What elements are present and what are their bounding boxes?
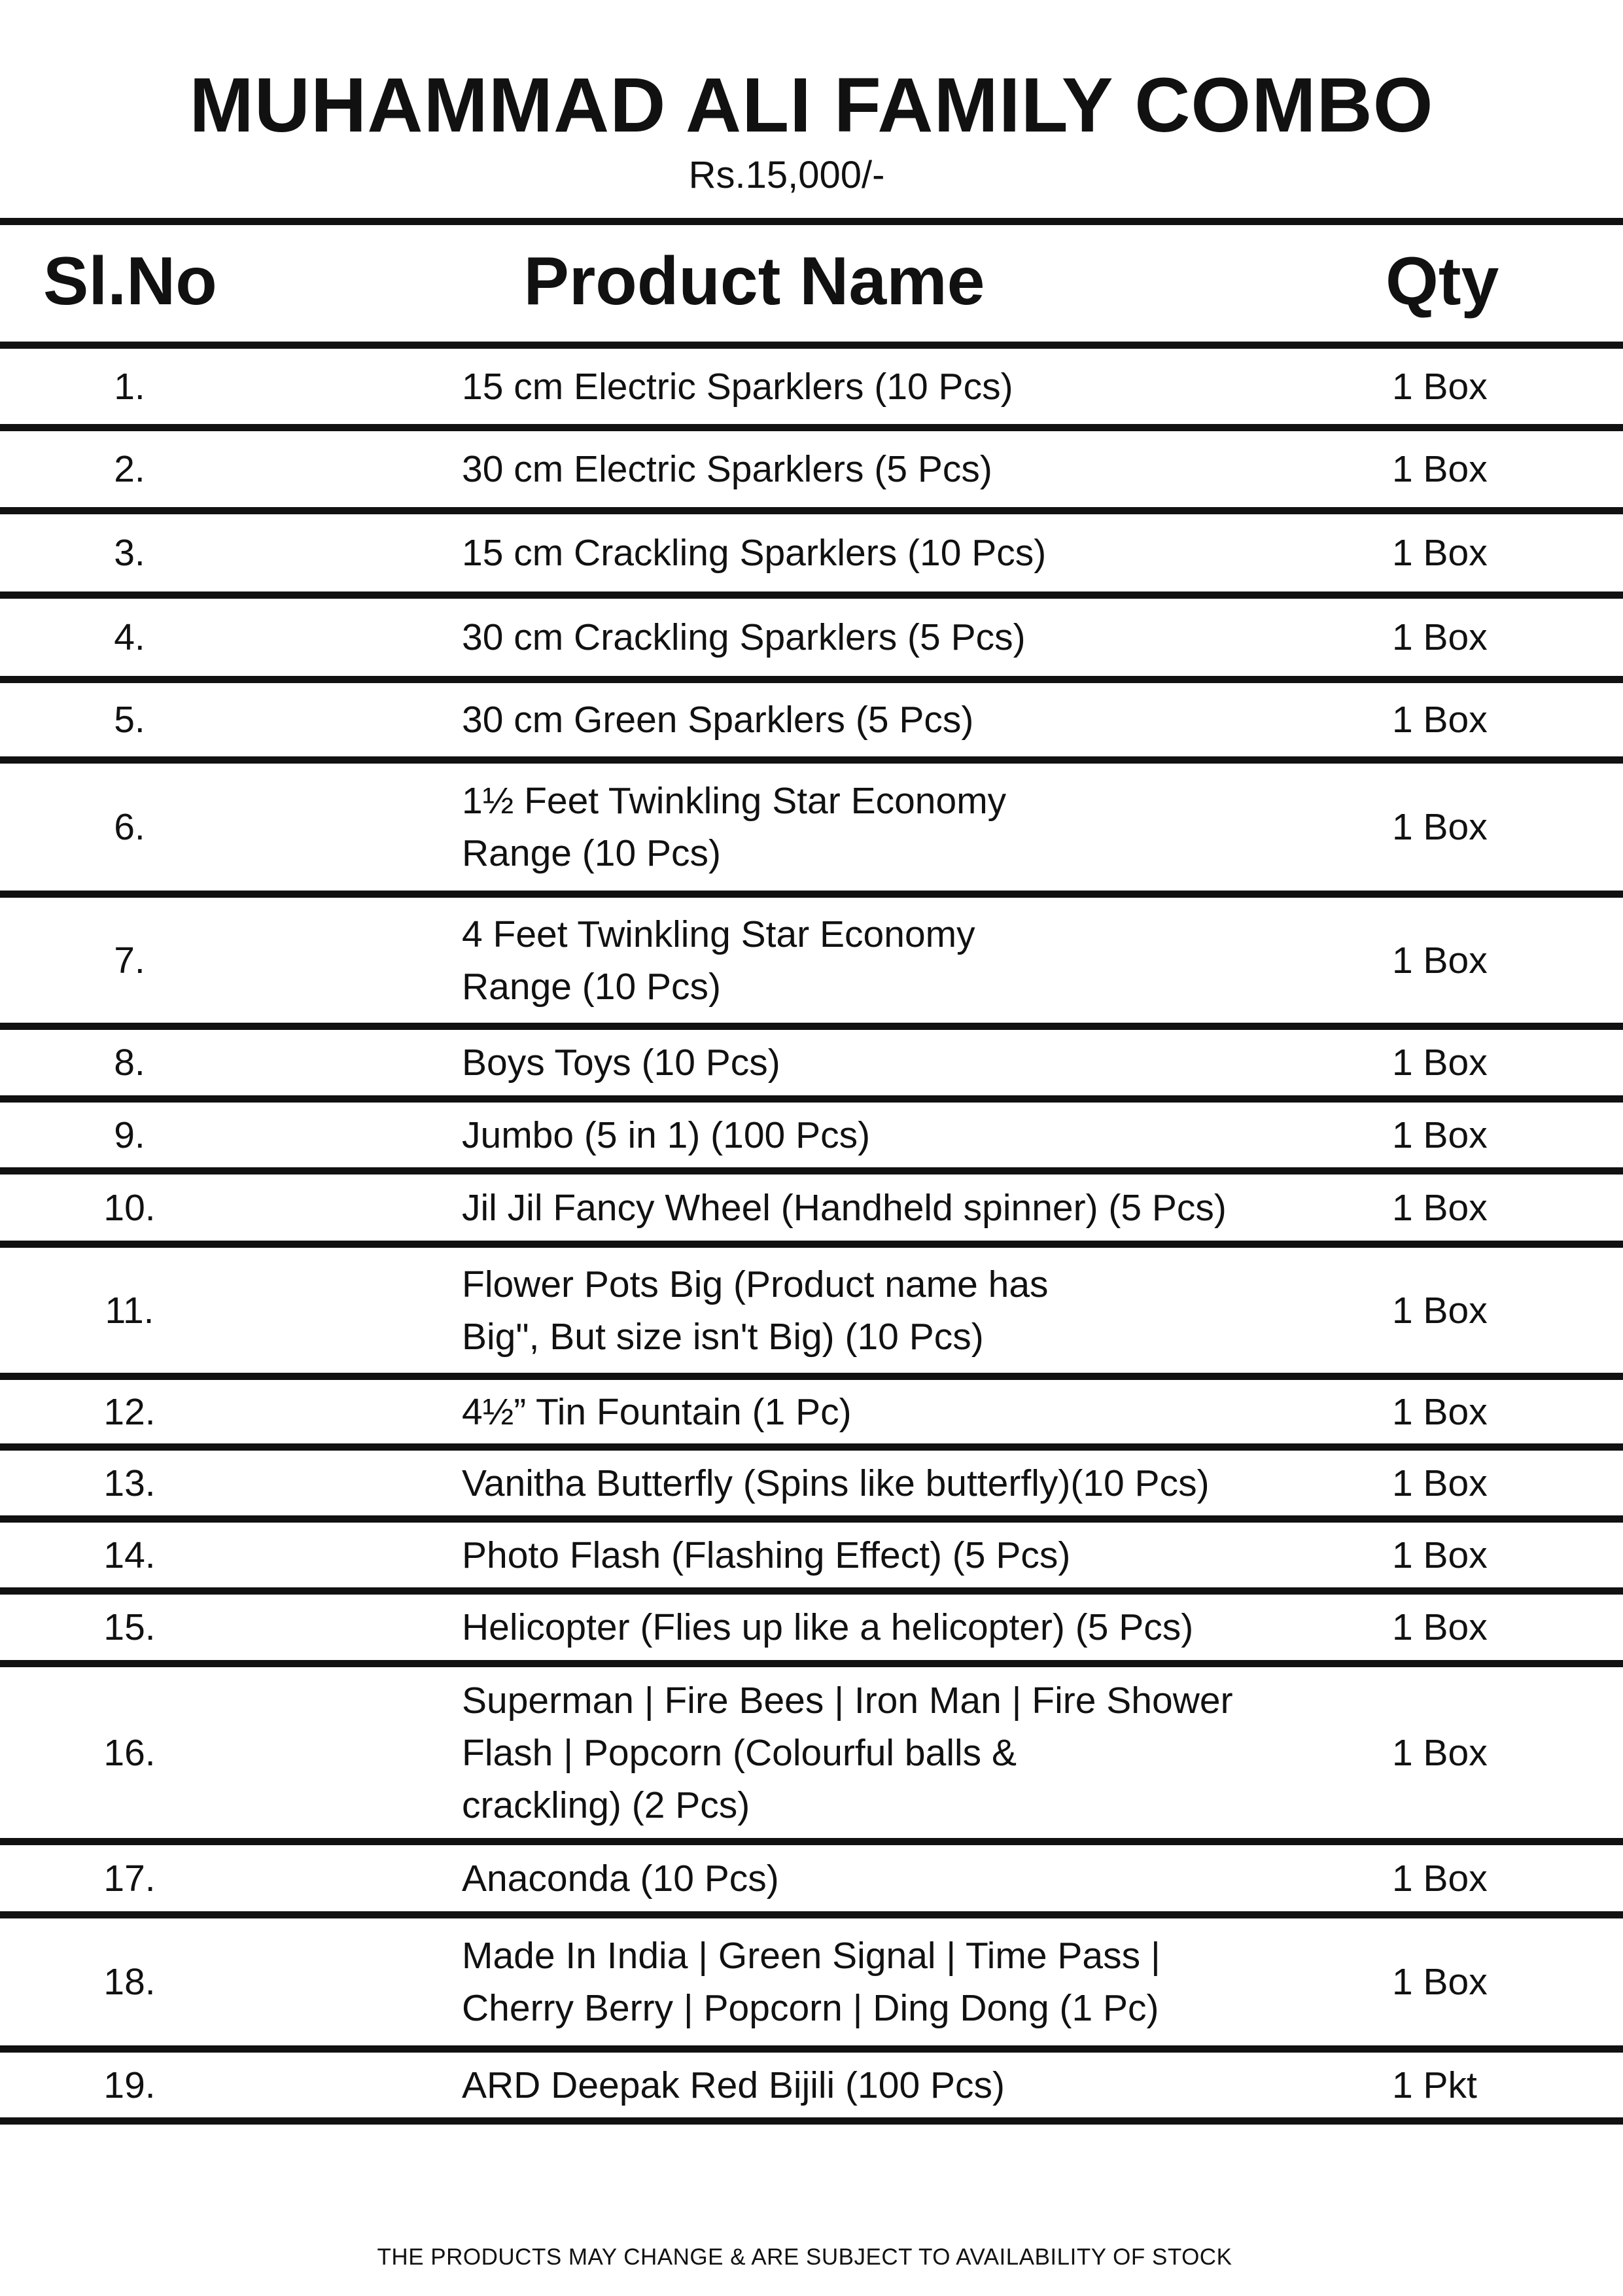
header-slno: Sl.No [43,243,217,319]
row-qty: 1 Box [1392,1857,1488,1899]
row-slno: 19. [103,2064,156,2106]
table-row [0,1595,1623,1660]
row-qty: 1 Box [1392,532,1488,574]
row-qty: 1 Box [1392,939,1488,981]
row-slno: 2. [114,448,145,490]
row-divider [0,891,1623,898]
row-divider [0,1241,1623,1248]
table-row [0,898,1623,1023]
row-slno: 16. [103,1731,156,1774]
row-divider [0,1443,1623,1451]
row-product-name: ARD Deepak Red Bijili (100 Pcs) [462,2064,1005,2106]
header-product-name: Product Name [523,243,985,319]
stock-disclaimer: THE PRODUCTS MAY CHANGE & ARE SUBJECT TO AVAILABILITY OF STOCK [377,2244,1232,2270]
row-slno: 4. [114,616,145,658]
row-qty: 1 Box [1392,448,1488,490]
row-qty: 1 Pkt [1392,2064,1477,2106]
row-qty: 1 Box [1392,365,1488,408]
page-title: MUHAMMAD ALI FAMILY COMBO [189,62,1434,149]
row-slno: 8. [114,1042,145,1084]
row-divider [0,1911,1623,1918]
row-product-name: 4 Feet Twinkling Star Economy Range (10 Pcs) [462,913,975,1008]
row-product-name: Jumbo (5 in 1) (100 Pcs) [462,1114,871,1156]
row-qty: 1 Box [1392,1731,1488,1774]
table-row [0,2053,1623,2117]
row-product-name: Boys Toys (10 Pcs) [462,1042,780,1084]
row-product-name: Flower Pots Big (Product name has Big", But size isn't Big) (10 Pcs) [462,1263,1049,1358]
row-slno: 6. [114,806,145,848]
row-slno: 1. [114,365,145,408]
row-product-name: 1½ Feet Twinkling Star Economy Range (10 Pcs) [462,780,1007,874]
row-qty: 1 Box [1392,1042,1488,1084]
row-product-name: Made In India | Green Signal | Time Pass | Cherry Berry | Popcorn | Ding Dong (1 Pc) [462,1935,1161,2029]
row-divider [0,1167,1623,1174]
row-slno: 5. [114,699,145,741]
row-divider [0,1023,1623,1030]
row-slno: 11. [105,1289,154,1332]
row-slno: 10. [103,1186,156,1229]
row-qty: 1 Box [1392,1462,1488,1504]
table-row [0,1918,1623,2045]
header-bottom-rule [0,342,1623,349]
row-product-name: Vanitha Butterfly (Spins like butterfly)(10 Pcs) [462,1462,1210,1504]
table-row [0,764,1623,891]
table-row [0,683,1623,756]
header-qty: Qty [1386,243,1499,319]
row-divider [0,756,1623,764]
row-divider [0,592,1623,599]
table-row [0,1845,1623,1911]
combo-price: Rs.15,000/- [688,154,885,196]
table-row [0,1667,1623,1838]
row-product-name: Superman | Fire Bees | Iron Man | Fire Shower Flash | Popcorn (Colourful balls & crackling) (2 Pcs) [462,1679,1233,1826]
row-slno: 13. [103,1462,156,1504]
row-product-name: 30 cm Electric Sparklers (5 Pcs) [462,448,992,490]
table-row [0,599,1623,676]
row-qty: 1 Box [1392,806,1488,848]
table-row [0,1248,1623,1373]
row-product-name: 15 cm Crackling Sparklers (10 Pcs) [462,532,1047,574]
row-qty: 1 Box [1392,1114,1488,1156]
row-divider [0,2117,1623,2125]
row-product-name: Photo Flash (Flashing Effect) (5 Pcs) [462,1534,1071,1576]
row-divider [0,676,1623,683]
row-divider [0,1587,1623,1595]
row-divider [0,1515,1623,1523]
row-qty: 1 Box [1392,1534,1488,1576]
row-divider [0,1660,1623,1667]
row-slno: 3. [114,532,145,574]
row-product-name: Jil Jil Fancy Wheel (Handheld spinner) (5 Pcs) [462,1186,1227,1229]
row-divider [0,1838,1623,1845]
row-divider [0,507,1623,514]
row-divider [0,424,1623,431]
row-product-name: Anaconda (10 Pcs) [462,1857,779,1899]
table-row [0,1380,1623,1443]
row-qty: 1 Box [1392,616,1488,658]
row-slno: 12. [103,1390,156,1433]
row-divider [0,1373,1623,1380]
row-slno: 9. [114,1114,145,1156]
row-product-name: 4½” Tin Fountain (1 Pc) [462,1390,852,1433]
row-slno: 7. [114,939,145,981]
table-row [0,1030,1623,1095]
row-qty: 1 Box [1392,699,1488,741]
table-row [0,431,1623,507]
row-qty: 1 Box [1392,1289,1488,1332]
table-top-rule [0,218,1623,225]
row-slno: 15. [103,1606,156,1648]
table-row [0,514,1623,592]
row-qty: 1 Box [1392,1390,1488,1433]
row-product-name: 15 cm Electric Sparklers (10 Pcs) [462,365,1013,408]
row-slno: 14. [103,1534,156,1576]
row-product-name: Helicopter (Flies up like a helicopter) (5 Pcs) [462,1606,1194,1648]
table-row [0,1174,1623,1241]
row-slno: 17. [103,1857,156,1899]
row-qty: 1 Box [1392,1186,1488,1229]
table-row [0,1523,1623,1587]
table-row [0,1451,1623,1515]
row-slno: 18. [103,1961,156,2003]
row-product-name: 30 cm Crackling Sparklers (5 Pcs) [462,616,1026,658]
row-qty: 1 Box [1392,1606,1488,1648]
row-divider [0,1095,1623,1103]
row-product-name: 30 cm Green Sparklers (5 Pcs) [462,699,974,741]
row-qty: 1 Box [1392,1961,1488,2003]
table-row [0,1103,1623,1167]
row-divider [0,2045,1623,2053]
table-row [0,349,1623,424]
